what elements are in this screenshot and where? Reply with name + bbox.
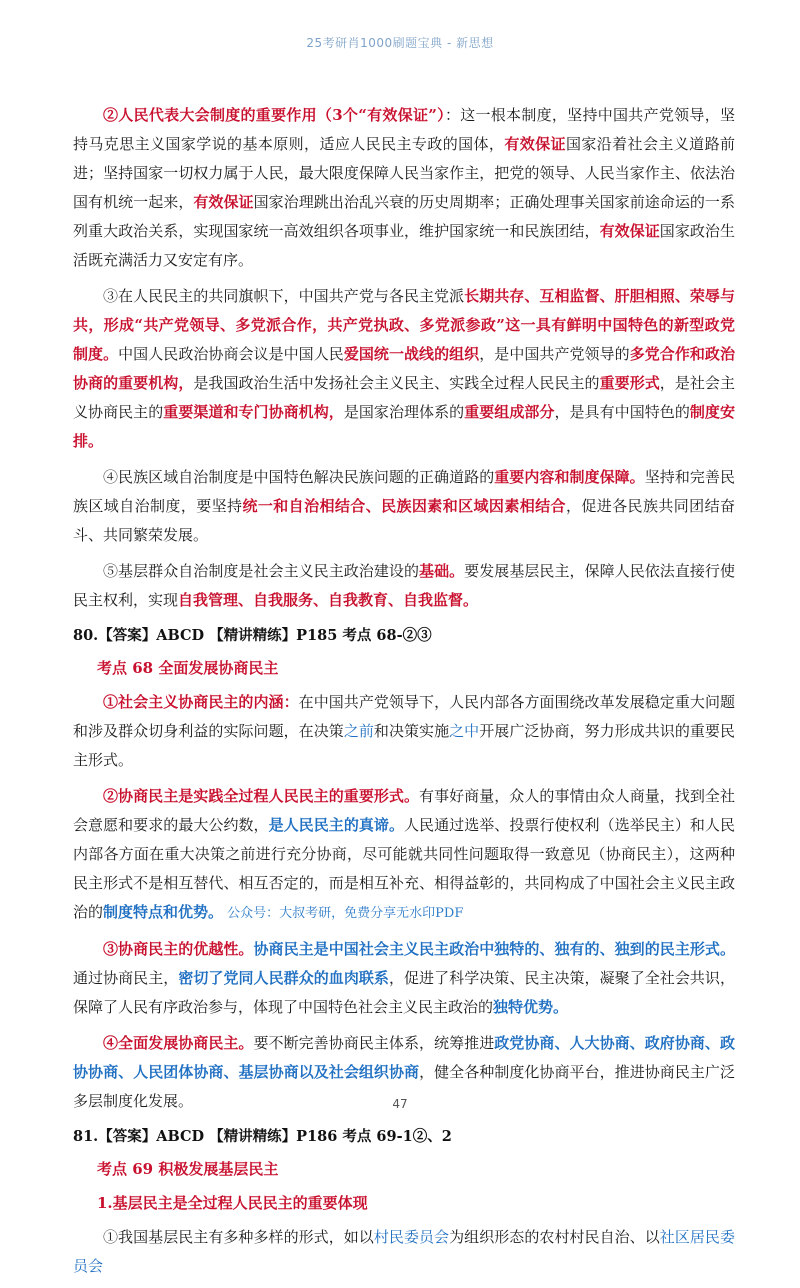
text-run: ②人民代表大会制度的重要作用（3个“有效保证”） <box>103 106 445 124</box>
text-run: 重要形式 <box>599 374 660 392</box>
text-run: ，促进各民族共同团结奋斗、共同繁荣发展。 <box>73 497 735 544</box>
text-run: 基础。 <box>419 562 465 580</box>
page-header: 25考研肖1000刷题宝典 - 新思想 <box>306 36 494 50</box>
text-run: 要发展基层民主，保障人民依法直接行使民主权利，实现 <box>73 562 735 609</box>
text-run: 在中国共产党领导下，人民内部各方面围绕改革发展稳定重大问题和涉及群众切身利益的实际问题，在决策 <box>73 693 735 740</box>
text-run: ：这一根本制度，坚持中国共产党领导，坚持马克思主义国家学说的基本原则，适应人民民主专政的国体， <box>73 106 735 153</box>
text-run: 开展广泛协商，努力形成共识的重要民主形式。 <box>73 722 735 769</box>
text-run: ，是具有中国特色的 <box>554 403 690 421</box>
text-run: ①我国基层民主有多种多样的形式，如以 <box>103 1228 374 1246</box>
text-run: 制度安排。 <box>73 403 735 450</box>
text-run: 爱国统一战线的组织 <box>343 345 480 363</box>
text-run: ，是社会主义协商民主的 <box>73 374 735 421</box>
text-run: 长期共存、互相监督、肝胆相照、荣辱与共，形成“共产党领导、多党派合作，共产党执政、多党派参政”这一具有鲜明中国特色的新型政党制度。 <box>73 287 735 363</box>
text-run: 人民通过选举、投票行使权利（选举民主）和人民内部各方面在重大决策之前进行充分协商，尽可能就共同性问题取得一致意见（协商民主），这两种民主形式不是相互替代、相互否定的，而是相互补充、相得益彰的，共同构成了中国社会主义民主政治的 <box>73 816 735 921</box>
text-run: 坚持和完善民族区域自治制度，要坚持 <box>73 468 735 515</box>
text-run: 密切了党同人民群众的血肉联系 <box>178 969 389 987</box>
text-run: 要不断完善协商民主体系，统筹推进 <box>253 1034 495 1052</box>
text-run: 有效保证 <box>504 135 566 153</box>
text-run: 制度特点和优势。 <box>103 903 224 921</box>
answer-80: 80.【答案】ABCD 【精讲精练】P185 考点 68-②③ <box>73 627 432 644</box>
text-run: 有效保证 <box>193 193 254 211</box>
text-run: 政党协商、人大协商、政府协商、政协协商、人民团体协商、基层协商以及社会组织协商 <box>73 1034 735 1081</box>
text-run: 为组织形态的农村村民自治、以 <box>449 1228 660 1246</box>
text-run: 重要组成部分 <box>464 403 555 421</box>
text-run: 之前 <box>343 722 374 740</box>
paragraph-npc-role <box>73 101 735 275</box>
text-run: ③在人民民主的共同旗帜下，中国共产党与各民主党派 <box>103 287 465 305</box>
text-run: 村民委员会 <box>373 1228 450 1246</box>
text-run: ④全面发展协商民主。 <box>103 1034 254 1052</box>
text-run: ，健全各种制度化协商平台，推进协商民主广泛多层制度化发展。 <box>73 1063 735 1110</box>
paragraph-consultative-meaning <box>73 688 735 775</box>
paragraph-party-system <box>73 282 735 456</box>
text-run: 通过协商民主， <box>73 969 179 987</box>
text-run: ⑤基层群众自治制度是社会主义民主政治建设的 <box>103 562 420 580</box>
paragraph-grassroots-forms <box>73 1223 735 1281</box>
paragraph-consultative-advantage <box>73 935 735 1022</box>
text-run: 国家治理跳出治乱兴衰的历史周期率；正确处理事关国家前途命运的一系列重大政治关系，实现国家统一高效组织各项事业，维护国家统一和民族团结， <box>73 193 735 240</box>
text-run: 是人民民主的真谛。 <box>268 816 405 834</box>
kaodian-68-title: 考点 68 全面发展协商民主 <box>97 659 279 677</box>
text-run: ④民族区域自治制度是中国特色解决民族问题的正确道路的 <box>103 468 495 486</box>
text-run: ①社会主义协商民主的内涵： <box>103 693 299 711</box>
text-run: 自我管理、自我服务、自我教育、自我监督。 <box>178 591 479 609</box>
text-run: 之中 <box>449 722 480 740</box>
text-run: 有效保证 <box>599 222 660 240</box>
text-run: 统一和自治相结合、民族因素和区域因素相结合 <box>242 497 566 515</box>
text-run: 重要内容和制度保障。 <box>494 468 645 486</box>
paragraph-consultative-form <box>73 782 735 928</box>
text-run: 是国家治理体系的 <box>343 403 465 421</box>
page-number: 47 <box>392 1097 408 1111</box>
subsection-title: 1.基层民主是全过程人民民主的重要体现 <box>97 1194 368 1212</box>
text-run: 国家政治生活既充满活力又安定有序。 <box>73 222 735 269</box>
text-run: 协商民主是中国社会主义民主政治中独特的、独有的、独到的民主形式。 <box>253 940 735 958</box>
text-run: 国家沿着社会主义道路前进；坚持国家一切权力属于人民，最大限度保障人民当家作主，把党的领导、人民当家作主、依法治国有机统一起来， <box>73 135 735 211</box>
text-run: 和决策实施 <box>373 722 450 740</box>
text-run: 是我国政治生活中发扬社会主义民主、实践全过程人民民主的 <box>193 374 600 392</box>
text-run: 有事好商量，众人的事情由众人商量，找到全社会意愿和要求的最大公约数， <box>73 787 735 834</box>
text-run: ②协商民主是实践全过程人民民主的重要形式。 <box>103 787 420 805</box>
text-run: 公众号：大叔考研，免费分享无水印PDF <box>223 906 464 921</box>
paragraph-ethnic-autonomy <box>73 463 735 550</box>
text-run: 独特优势。 <box>493 998 569 1016</box>
kaodian-69-title: 考点 69 积极发展基层民主 <box>97 1160 279 1178</box>
text-run: ，促进了科学决策、民主决策，凝聚了全社会共识，保障了人民有序政治参与，体现了中国特色社会主义民主政治的 <box>73 969 735 1016</box>
text-run: 中国人民政治协商会议是中国人民 <box>118 345 344 363</box>
text-run: 多党合作和政治协商的重要机构， <box>73 345 735 392</box>
text-run: ，是中国共产党领导的 <box>479 345 630 363</box>
text-run: ③协商民主的优越性。 <box>103 940 254 958</box>
text-run: 重要渠道和专门协商机构， <box>163 403 344 421</box>
paragraph-grassroots-autonomy <box>73 557 735 615</box>
answer-81: 81.【答案】ABCD 【精讲精练】P186 考点 69-1②、2 <box>73 1128 452 1145</box>
text-run: 社区居民委员会 <box>73 1228 735 1275</box>
